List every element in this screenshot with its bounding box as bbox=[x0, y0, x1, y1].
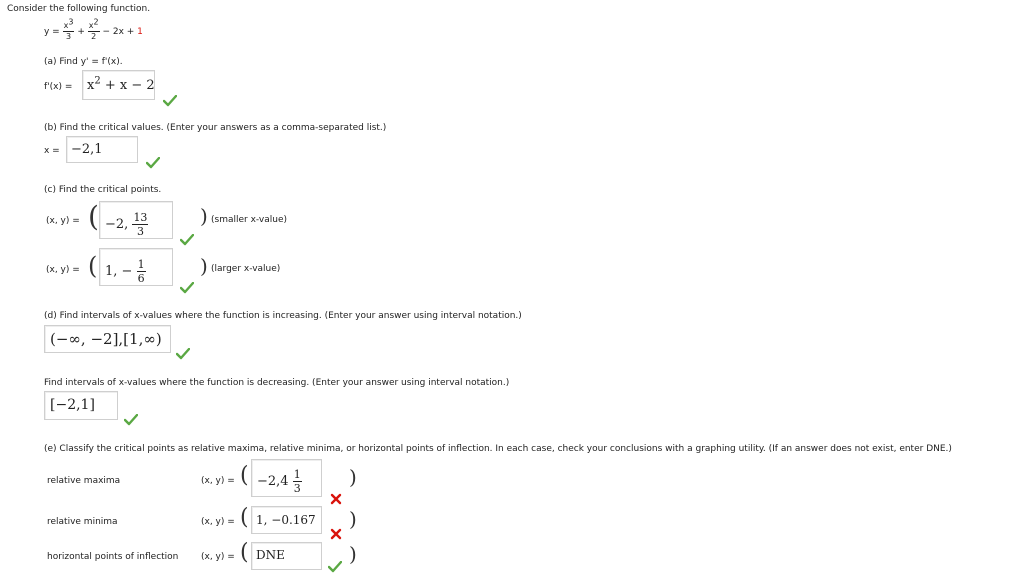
critical-point-2-value: 1, − $\frac{1}{6}$ bbox=[105, 258, 145, 285]
point2-note: (larger x-value) bbox=[211, 264, 281, 274]
open-paren: ( bbox=[240, 505, 249, 530]
critical-point-2-field[interactable] bbox=[99, 248, 173, 286]
check-icon bbox=[180, 234, 194, 246]
relative-maxima-field[interactable] bbox=[251, 459, 322, 497]
cross-icon bbox=[330, 493, 342, 505]
part-b-label: x = bbox=[44, 146, 60, 156]
part-e-prompt: (e) Classify the critical points as relative maxima, relative minima, or horizontal points of inflection. In each case, check your conclusions with a graphing utility. (If an answer does not exist, enter DNE.) bbox=[44, 444, 952, 454]
close-paren: ) bbox=[349, 507, 357, 531]
check-icon bbox=[328, 561, 342, 573]
point1-label: (x, y) = bbox=[46, 216, 80, 226]
term1-fraction: $\frac{x3}{3}$ bbox=[63, 17, 74, 41]
critical-values-field[interactable] bbox=[66, 136, 138, 163]
part-a-prompt: (a) Find y' = f'(x). bbox=[44, 57, 123, 67]
intro-text: Consider the following function. bbox=[7, 4, 151, 14]
critical-values-value: −2,1 bbox=[71, 142, 103, 157]
check-icon bbox=[124, 414, 138, 426]
check-icon bbox=[163, 95, 177, 107]
relative-maxima-label: relative maxima bbox=[47, 476, 121, 486]
check-icon bbox=[180, 282, 194, 294]
inflection-label: horizontal points of inflection bbox=[47, 552, 179, 562]
derivative-answer-value: $x^2 + x - 2$ bbox=[87, 75, 155, 93]
increasing-interval-field[interactable] bbox=[44, 325, 171, 353]
relative-maxima-xy-label: (x, y) = bbox=[201, 476, 235, 486]
open-paren: ( bbox=[240, 463, 249, 488]
close-paren: ) bbox=[349, 542, 357, 566]
point2-label: (x, y) = bbox=[46, 265, 80, 275]
part-a-label: f'(x) = bbox=[44, 82, 73, 92]
decreasing-interval-field[interactable] bbox=[44, 391, 118, 420]
inflection-field[interactable] bbox=[251, 542, 322, 570]
relative-minima-field[interactable] bbox=[251, 506, 322, 534]
part-b-prompt: (b) Find the critical values. (Enter your answers as a comma-separated list.) bbox=[44, 123, 387, 133]
relative-minima-xy-label: (x, y) = bbox=[201, 517, 235, 527]
close-paren: ) bbox=[200, 204, 208, 228]
function-constant: 1 bbox=[137, 27, 143, 37]
relative-minima-value: 1, −0.167 bbox=[256, 513, 316, 527]
plus-sign: + bbox=[77, 27, 85, 37]
derivative-answer-field[interactable] bbox=[82, 70, 155, 100]
inflection-xy-label: (x, y) = bbox=[201, 552, 235, 562]
cross-icon bbox=[330, 528, 342, 540]
decreasing-interval-value: [−2,1] bbox=[50, 397, 95, 413]
part-d-prompt: (d) Find intervals of x-values where the function is increasing. (Enter your answer using interval notation.) bbox=[44, 311, 522, 321]
part-d-prompt2: Find intervals of x-values where the function is decreasing. (Enter your answer using interval notation.) bbox=[44, 378, 510, 388]
function-expression bbox=[44, 17, 143, 41]
close-paren: ) bbox=[349, 465, 357, 489]
check-icon bbox=[176, 348, 190, 360]
critical-point-1-value: −2, $\frac{13}{3}$ bbox=[105, 211, 148, 238]
function-rest: − 2x + bbox=[102, 27, 135, 37]
relative-maxima-value: −2,4 $\frac{1}{3}$ bbox=[257, 468, 301, 495]
close-paren: ) bbox=[200, 254, 208, 278]
part-c-prompt: (c) Find the critical points. bbox=[44, 185, 162, 195]
open-paren: ( bbox=[240, 540, 249, 565]
open-paren: ( bbox=[88, 252, 98, 280]
increasing-interval-value: (−∞, −2],[1,∞) bbox=[50, 330, 162, 348]
check-icon bbox=[146, 157, 160, 169]
critical-point-1-field[interactable] bbox=[99, 201, 173, 239]
inflection-value: DNE bbox=[256, 548, 285, 562]
function-lhs: y = bbox=[44, 27, 60, 37]
relative-minima-label: relative minima bbox=[47, 517, 118, 527]
point1-note: (smaller x-value) bbox=[211, 215, 288, 225]
open-paren: ( bbox=[88, 200, 99, 233]
term2-fraction: $\frac{x2}{2}$ bbox=[88, 17, 99, 41]
